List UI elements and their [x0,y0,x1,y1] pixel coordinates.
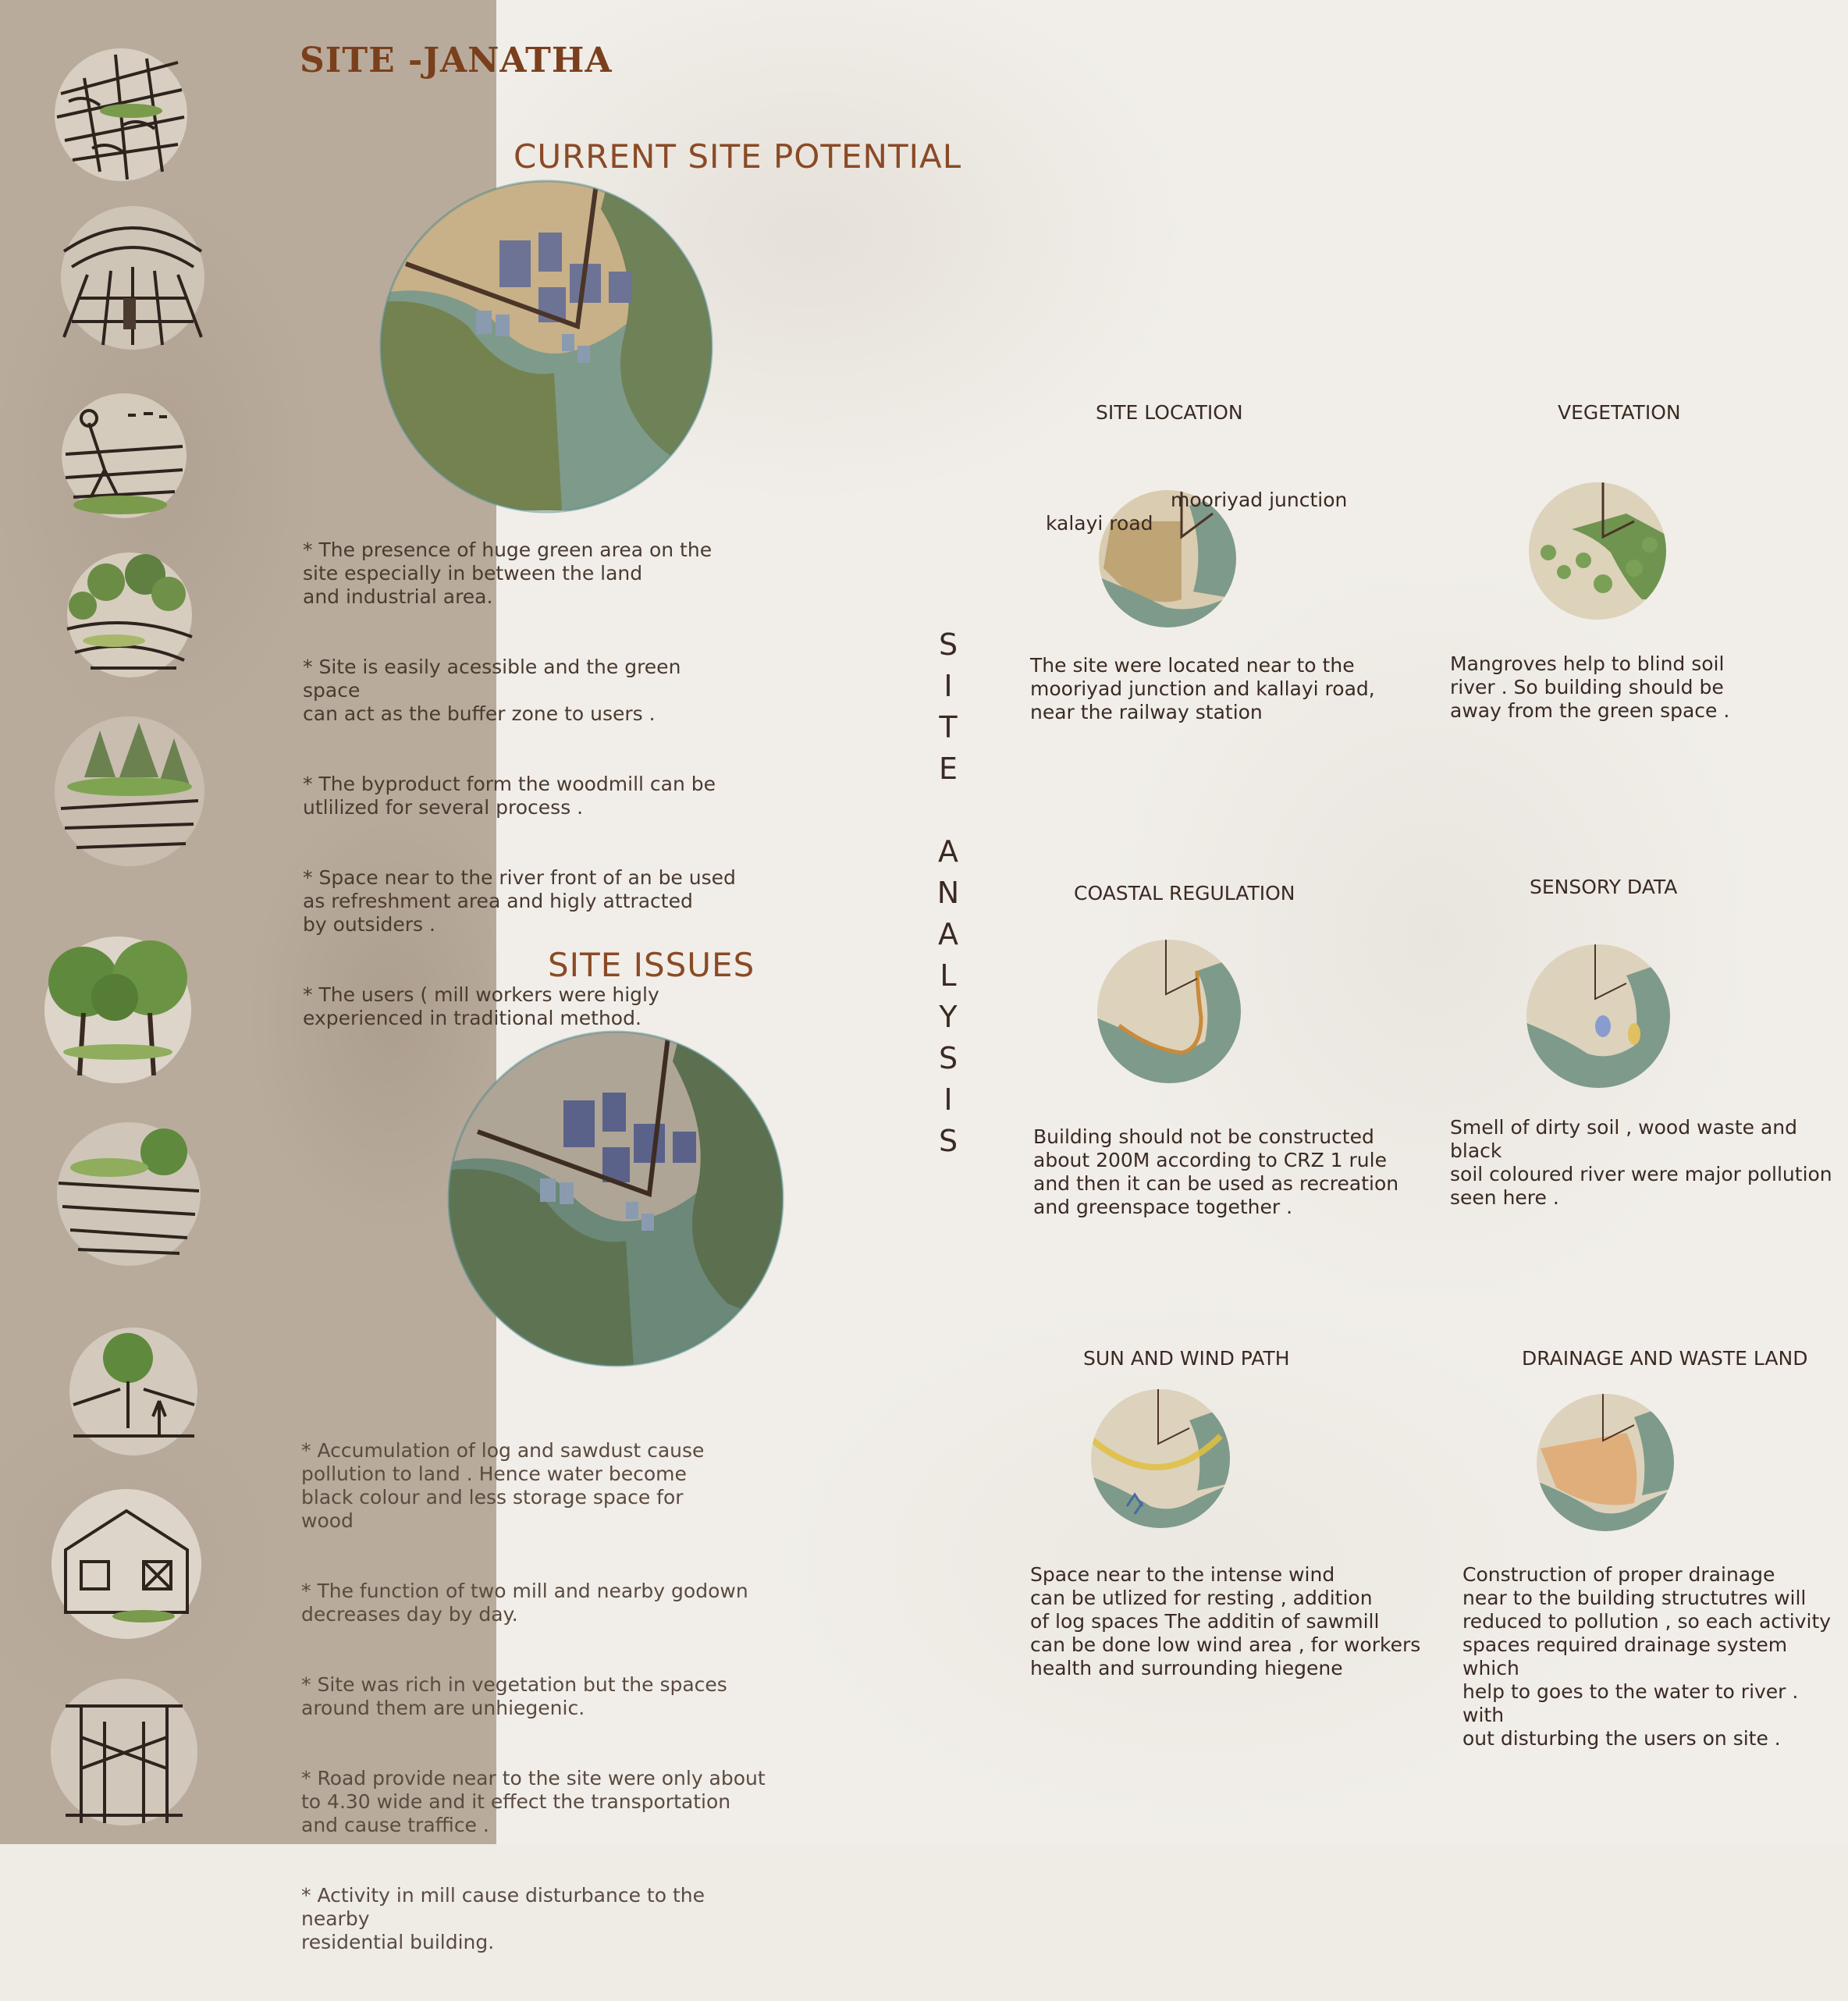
potential-point: * The users ( mill workers were higly experienced in traditional method. [303,983,659,1029]
vertical-letter: S [938,1124,958,1158]
vegetation-text: Mangroves help to blind soil river . So building should be away from the green space . [1450,652,1730,722]
site-location-text: The site were located near to the mooriyad junction and kallayi road, near the railway station [1030,654,1375,723]
vertical-letter: A [938,917,958,951]
potential-point: * The presence of huge green area on the site especially in between the land and industrial area. [303,538,713,608]
issue-point: * Activity in mill cause disturbance to the nearby residential building. [301,1884,705,1953]
vegetation-title: VEGETATION [1558,401,1681,424]
mill-building-sketch [50,1487,203,1640]
large-trees-sketch [41,935,195,1085]
sensory-data-text: Smell of dirty soil , wood waste and black soil coloured river were major pollution seen here . [1450,1116,1832,1209]
vertical-letter: I [944,669,953,703]
trees-riverbank-sketch [59,551,200,679]
trees-logs-sketch [53,715,206,868]
issue-point: * Accumulation of log and sawdust cause pollution to land . Hence water become black colour and less storage space for wood [301,1439,705,1532]
vertical-letter: A [938,834,958,869]
drainage-text: Construction of proper drainage near to the building structutres will reduced to pollution , so each activity spaces required drainage system which help to goes to the water to river . with out disturbing the users on site . [1462,1563,1832,1750]
vertical-letter: S [938,627,958,662]
vertical-letter: E [938,752,958,786]
vertical-letter: I [944,1082,953,1117]
potential-point: * The byproduct form the woodmill can be utlilized for several process . [303,773,716,819]
potential-text [303,515,740,1077]
vertical-letter [930,790,966,831]
issues-heading: SITE ISSUES [548,946,755,984]
potential-point: * Space near to the river front of an be used as refreshment area and higly attracted by outsiders . [303,866,736,936]
sun-wind-map [1088,1389,1233,1528]
vertical-letter: S [938,1041,958,1075]
issue-point: * Site was rich in vegetation but the spaces around them are unhiegenic. [301,1673,727,1719]
log-pile-sketch [53,47,189,183]
potential-site-map [375,178,718,510]
site-analysis-vertical-title [930,624,966,1162]
river-trees-sketch [55,1121,203,1267]
potential-heading: CURRENT SITE POTENTIAL [514,137,962,176]
sun-wind-title: SUN AND WIND PATH [1083,1347,1290,1370]
issue-point: * Road provide near to the site were only about to 4.30 wide and it effect the transportation and cause traffice . [301,1767,766,1836]
shed-interior-sketch [50,1675,198,1829]
issues-site-map [446,1030,785,1367]
vertical-letter: N [936,876,960,910]
issues-text [301,1416,769,2001]
vertical-letter: T [939,710,958,745]
coastal-regulation-map [1096,940,1242,1083]
sensory-data-map [1525,944,1672,1088]
rail-bridge-sketch [56,204,209,351]
drainage-map [1533,1394,1678,1531]
potential-point: * Site is easily acessible and the green space can act as the buffer zone to users . [303,656,681,725]
sensory-data-title: SENSORY DATA [1530,876,1678,898]
coastal-regulation-text: Building should not be constructed about 200M according to CRZ 1 rule and then it can be used as recreation and greenspace together . [1033,1125,1399,1218]
coastal-regulation-title: COASTAL REGULATION [1074,882,1295,905]
drainage-title: DRAINAGE AND WASTE LAND [1522,1347,1808,1370]
site-location-title: SITE LOCATION [1096,401,1243,424]
vertical-letter: L [940,958,957,993]
vertical-letter: Y [939,1000,958,1034]
mooriyad-junction-label: mooriyad junction [1171,489,1348,511]
walkway-tree-sketch [66,1327,201,1456]
issue-point: * The function of two mill and nearby godown decreases day by day. [301,1580,748,1626]
page-title: SITE -JANATHA [300,41,613,80]
worker-sketch [58,392,190,520]
kalayi-road-label: kalayi road [1046,512,1153,535]
sun-wind-text: Space near to the intense wind can be utlized for resting , addition of log spaces The additin of sawmill can be done low wind area , for workers health and surrounding hiegene [1030,1563,1421,1679]
vegetation-map [1525,482,1670,620]
